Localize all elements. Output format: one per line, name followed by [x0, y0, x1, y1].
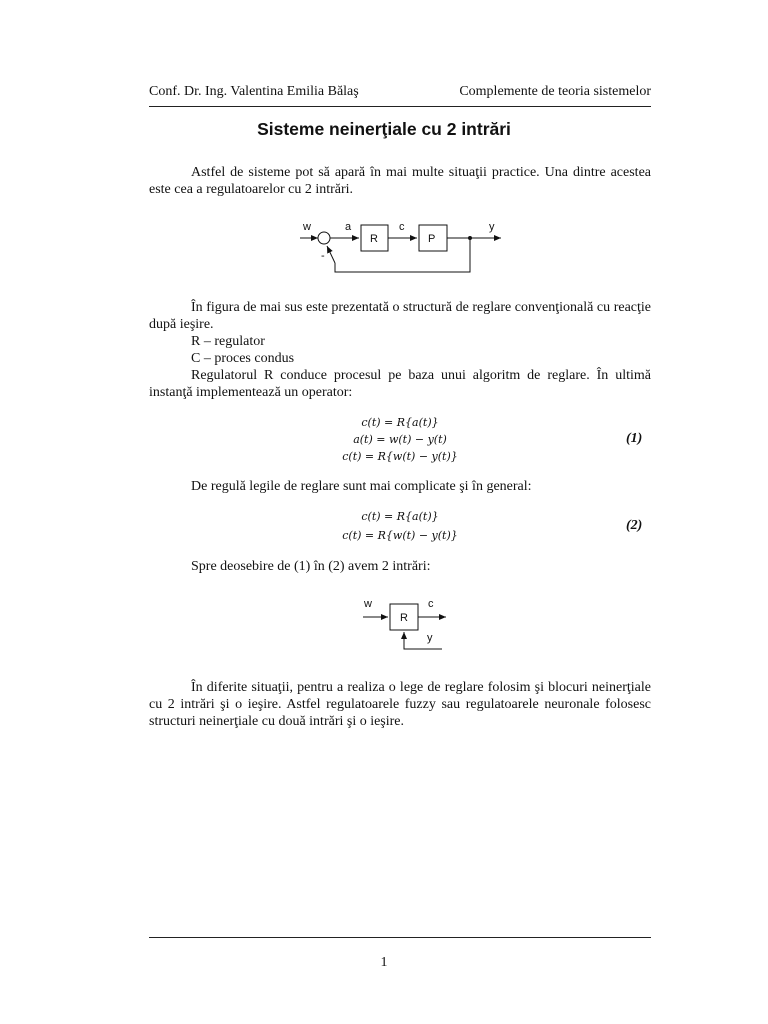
- closing-paragraph: În diferite situaţii, pentru a realiza o lege de reglare folosim şi blocuri neinerţiale cu 2 intrări şi o ieşire. Astfel regulatoarele fuzzy sau regulatoarele neuronale folosesc structuri neinerţiale cu două intrări şi o ieşire.: [149, 680, 651, 729]
- structure-paragraph: În figura de mai sus este prezentată o structură de reglare convenţională cu reacţie după ieşire.: [149, 300, 651, 332]
- definition-c: C – proces condus: [191, 351, 295, 366]
- block-p-label: P: [428, 233, 436, 245]
- definition-r: R – regulator: [191, 334, 265, 349]
- block-r-label: R: [400, 612, 408, 624]
- two-input-regulator-diagram: [360, 595, 460, 660]
- label-minus: -: [321, 250, 325, 262]
- header-course: Complemente de teoria sistemelor: [459, 84, 651, 99]
- equation-1-line-2: a(t) = w(t) − y(t): [353, 433, 447, 446]
- block-r-label: R: [370, 233, 378, 245]
- equation-1-line-3: c(t) = R{w(t) − y(t)}: [342, 450, 458, 463]
- intro-paragraph: Astfel de sisteme pot să apară în mai multe situaţii practice. Una dintre acestea este cea a regulatoarelor cu 2 intrări.: [149, 165, 651, 197]
- header-author: Conf. Dr. Ing. Valentina Emilia Bălaş: [149, 84, 359, 99]
- summing-junction: [318, 232, 330, 244]
- equation-1-number: (1): [626, 431, 643, 446]
- label-w: w: [303, 221, 311, 233]
- general-laws-paragraph: De regulă legile de reglare sunt mai complicate şi în general:: [191, 479, 532, 494]
- feedback-path: [335, 238, 470, 272]
- equation-1-line-1: c(t) = R{a(t)}: [361, 416, 439, 429]
- label-w: w: [364, 598, 372, 610]
- footer-divider: [149, 937, 651, 938]
- page-number: 1: [380, 955, 388, 970]
- equation-2-line-2: c(t) = R{w(t) − y(t)}: [342, 529, 458, 542]
- section-title: Sisteme neinerţiale cu 2 intrări: [257, 119, 511, 139]
- label-c: c: [399, 221, 405, 233]
- label-y: y: [427, 632, 433, 644]
- equation-2-number: (2): [626, 518, 643, 533]
- label-c: c: [428, 598, 434, 610]
- equation-2-line-1: c(t) = R{a(t)}: [361, 510, 439, 523]
- label-y: y: [489, 221, 495, 233]
- feedback-loop-diagram: [295, 215, 510, 280]
- regulator-paragraph: Regulatorul R conduce procesul pe baza unui algoritm de reglare. În ultimă instanţă implementează un operator:: [149, 368, 651, 400]
- two-inputs-paragraph: Spre deosebire de (1) în (2) avem 2 intrări:: [191, 559, 431, 574]
- page-header: [149, 84, 651, 107]
- feedback-arrow: [327, 246, 335, 263]
- input-y-path: [404, 632, 442, 649]
- takeoff-point: [468, 236, 472, 240]
- label-a: a: [345, 221, 352, 233]
